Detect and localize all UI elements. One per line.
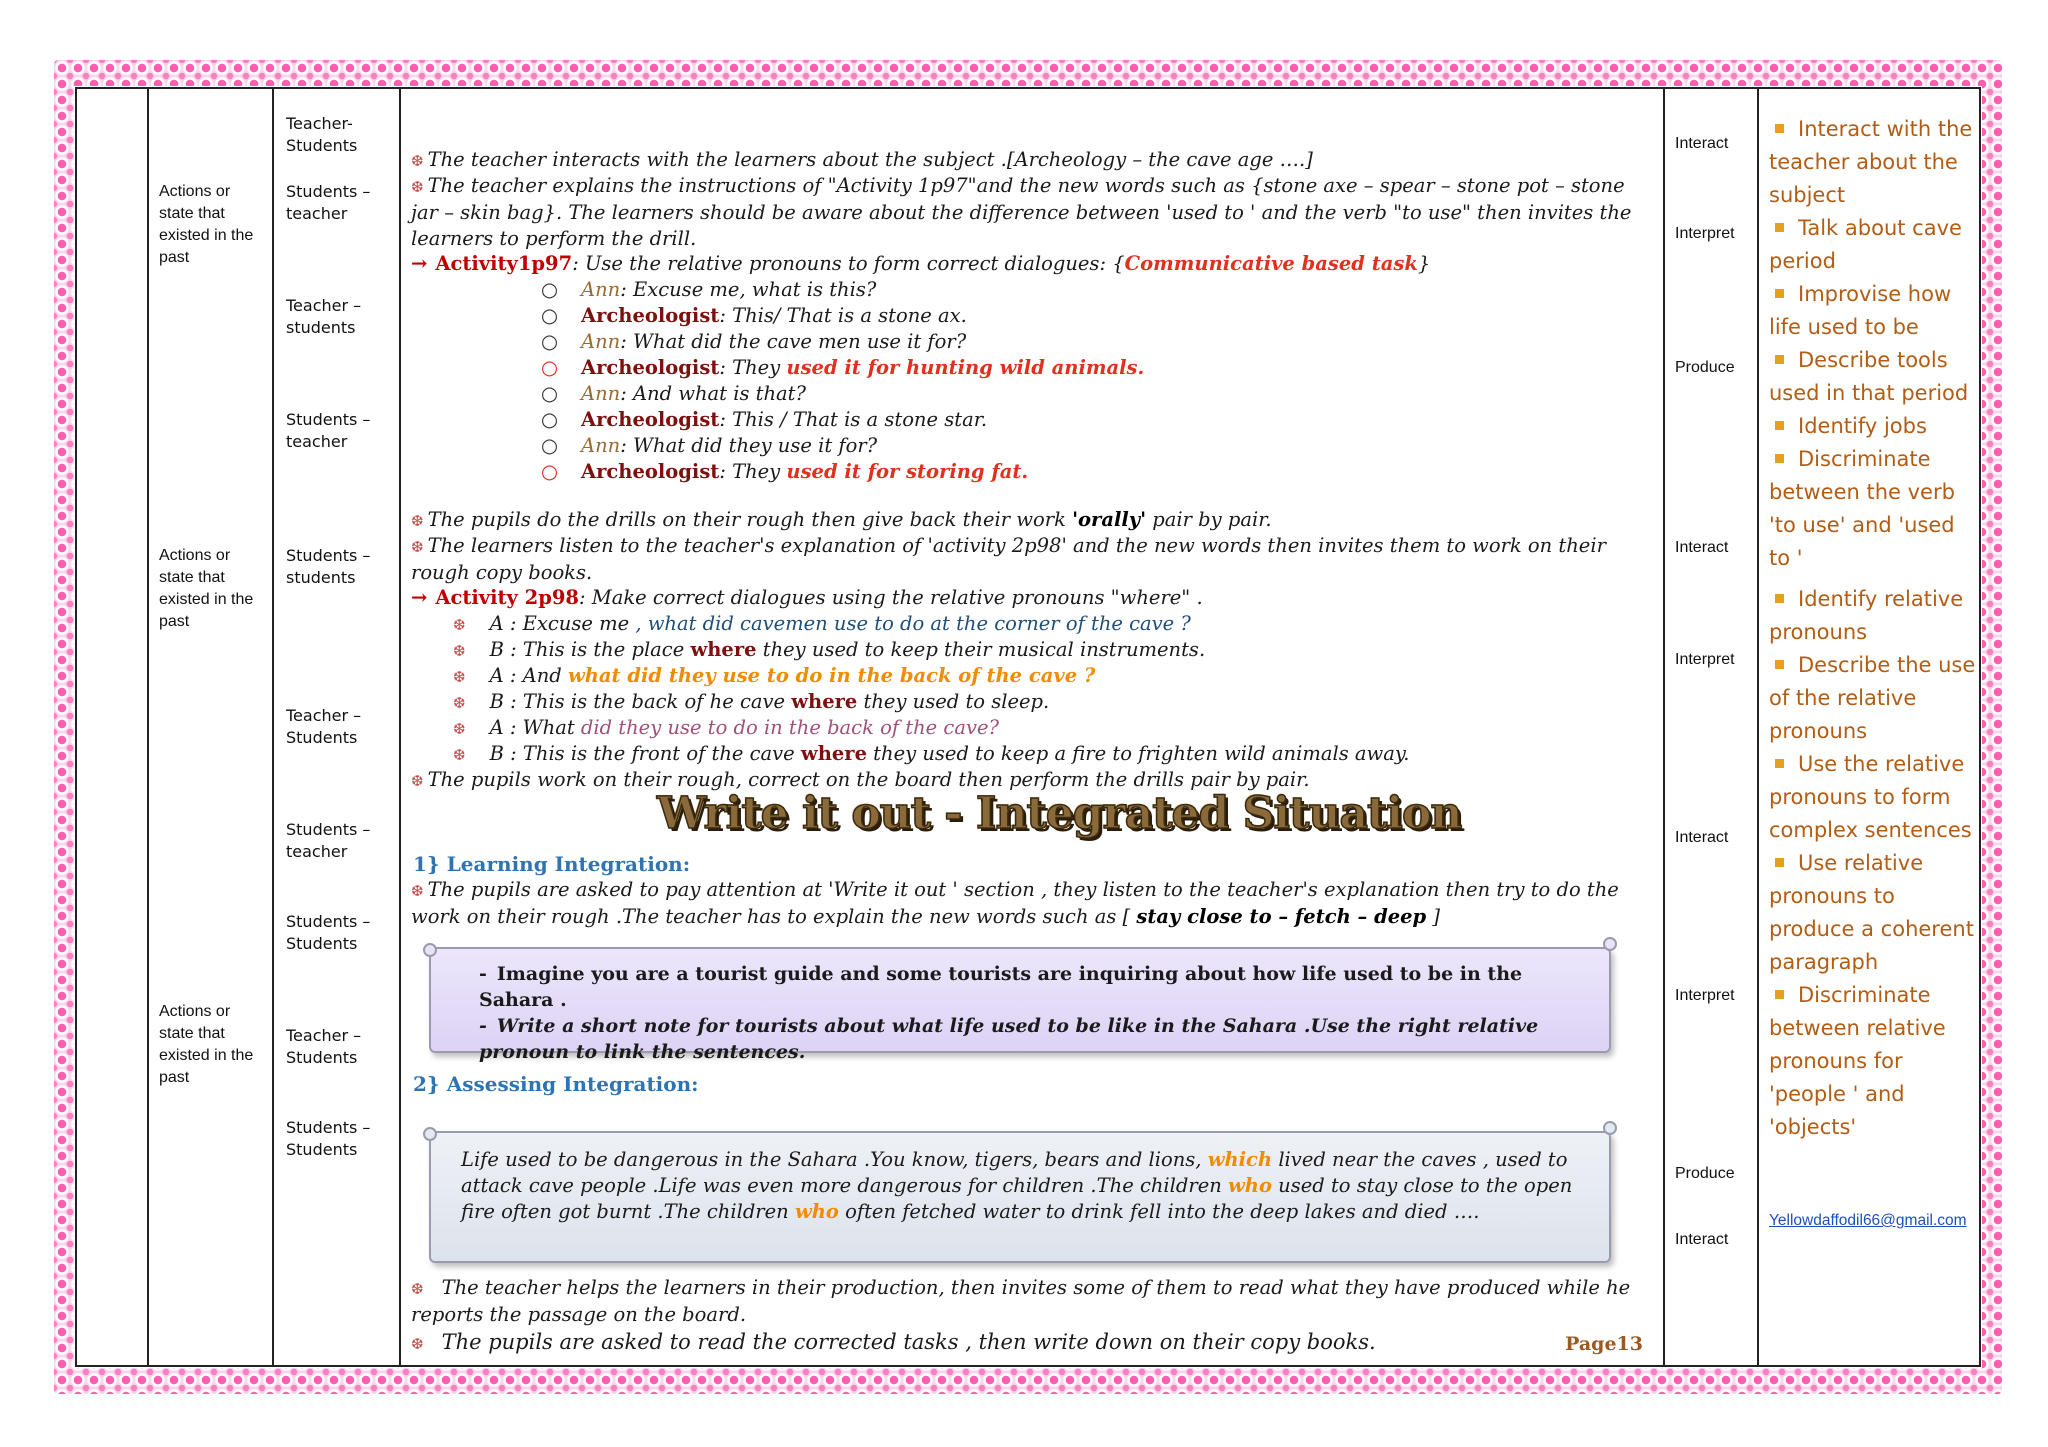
square-bullet-icon (1775, 355, 1784, 364)
skill-cell: Interpret (1675, 987, 1735, 1004)
dialogue-line: ○ Archeologist: They used it for hunting wild animals. (541, 356, 1145, 379)
skill-cell: Interact (1675, 1231, 1729, 1248)
square-bullet-icon (1775, 289, 1784, 298)
objective-item: Describe tools used in that period (1769, 348, 1969, 405)
skill-cell: Interpret (1675, 651, 1735, 668)
objective-item: Improvise how life used to be (1769, 282, 1952, 339)
procedure-line: ❆ The teacher interacts with the learners about the subject .[Archeology – the cave age ….] (411, 148, 1313, 171)
square-bullet-icon (1775, 759, 1784, 768)
answer-scroll (429, 1131, 1611, 1263)
dialogue-line: ❆ B : This is the back of he cave where they used to sleep. (453, 690, 1050, 713)
dialogue-line: ○ Archeologist: They used it for storing fat. (541, 460, 1029, 483)
dialogue-line: ○ Ann: Excuse me, what is this? (541, 278, 877, 301)
skill-cell: Produce (1675, 359, 1735, 376)
author-email-link[interactable]: Yellowdaffodil66@gmail.com (1769, 1212, 1967, 1229)
interaction-cell: Students – Students (286, 1118, 371, 1159)
interaction-cell: Students – teacher (286, 182, 371, 223)
procedure-line: ❆ The teacher explains the instructions of "Activity 1p97"and the new words such as {stone axe – spear – stone pot – stone jar – skin bag}. The learners should be aware about the difference between 'used to ' and the verb "to use" then invites the learners to perform the drill. (411, 174, 1632, 250)
square-bullet-icon (1775, 454, 1784, 463)
empty-column (77, 89, 149, 1365)
square-bullet-icon (1775, 660, 1784, 669)
skill-cell: Interact (1675, 539, 1729, 556)
interaction-cell: Teacher – Students (286, 706, 362, 747)
lesson-plan-table (75, 87, 1981, 1367)
objective-item: Use relative pronouns to produce a coherent paragraph (1769, 851, 1974, 974)
interaction-cell: Teacher – Students (286, 1026, 362, 1067)
objective-item: Interact with the teacher about the subject (1769, 117, 1973, 207)
interaction-cell: Students – teacher (286, 820, 371, 861)
objective-item: Discriminate between relative pronouns for 'people ' and 'objects' (1769, 983, 1946, 1139)
square-bullet-icon (1775, 223, 1784, 232)
dialogue-line: ❆ A : And what did they use to do in the back of the cave ? (453, 664, 1096, 687)
procedure-line: ❆ The teacher helps the learners in their production, then invites some of them to read what they have produced while he reports the passage on the board. (411, 1276, 1631, 1326)
dialogue-line: ❆ A : What did they use to do in the back of the cave? (453, 716, 999, 739)
stage-column (149, 89, 274, 1365)
dialogue-line: ○ Archeologist: This/ That is a stone ax. (541, 304, 967, 327)
stage-cell: Actions or state that existed in the past (159, 183, 254, 266)
interaction-cell: Teacher – students (286, 296, 362, 337)
stage-cell: Actions or state that existed in the past (159, 1003, 254, 1086)
interaction-cell: Teacher-Students (286, 114, 358, 155)
skill-cell: Produce (1675, 1165, 1735, 1182)
task-text: - Imagine you are a tourist guide and some tourists are inquiring about how life used to be in the Sahara . - Write a short note for tourists about what life used to be like in the Sahara .Use the right relative pronoun to link the sentences. (479, 963, 1539, 1063)
task-scroll (429, 947, 1611, 1063)
square-bullet-icon (1775, 421, 1784, 430)
dialogue-line: ○ Archeologist: This / That is a stone star. (541, 408, 988, 431)
assessing-integration-heading: 2} Assessing Integration: (413, 1072, 699, 1096)
objective-item: Use the relative pronouns to form complex sentences (1769, 752, 1972, 842)
skills-column (1665, 89, 1759, 1365)
objective-item: Identify jobs (1769, 410, 1981, 443)
answer-paragraph: Life used to be dangerous in the Sahara .You know, tigers, bears and lions, which lived near the caves , used to attack cave people .Life was even more dangerous for children .The children who used to stay close to the open fire often got burnt .The children who often fetched water to drink fell into the deep lakes and died …. (461, 1148, 1573, 1223)
objective-item: Talk about cave period (1769, 216, 1962, 273)
procedure-line: ❆ The pupils work on their rough, correct on the board then perform the drills pair by pair. (411, 768, 1310, 791)
page-number: Page13 (1565, 1333, 1643, 1355)
interaction-cell: Students – students (286, 546, 371, 587)
square-bullet-icon (1775, 858, 1784, 867)
skill-cell: Interact (1675, 135, 1729, 152)
dialogue-line: ❆ B : This is the place where they used to keep their musical instruments. (453, 638, 1206, 661)
dialogue-line: ○ Ann: What did the cave men use it for? (541, 330, 967, 353)
objectives-list (1769, 113, 1981, 1144)
procedure-line: ❆ The pupils are asked to read the corrected tasks , then write down on their copy books. (411, 1330, 1376, 1354)
square-bullet-icon (1775, 990, 1784, 999)
learning-integration-heading: 1} Learning Integration: (413, 852, 691, 876)
dialogue-line: ○ Ann: What did they use it for? (541, 434, 878, 457)
skill-cell: Interact (1675, 829, 1729, 846)
stage-cell: Actions or state that existed in the past (159, 547, 254, 630)
wordart-title: Write it out - Integrated Situation (657, 788, 1462, 839)
dialogue-line: ○ Ann: And what is that? (541, 382, 806, 405)
objective-item: Identify relative pronouns (1769, 587, 1964, 644)
interaction-column (274, 89, 401, 1365)
procedure-line: ❆ The learners listen to the teacher's explanation of 'activity 2p98' and the new words then invites them to work on their rough copy books. (411, 534, 1606, 584)
square-bullet-icon (1775, 124, 1784, 133)
square-bullet-icon (1775, 594, 1784, 603)
objective-item: Describe the use of the relative pronouns (1769, 653, 1976, 743)
interaction-cell: Students – teacher (286, 410, 371, 451)
objective-item: Discriminate between the verb 'to use' and 'used to ' (1769, 447, 1955, 570)
activity-2-heading: → Activity 2p98: Make correct dialogues using the relative pronouns "where" . (411, 586, 1203, 609)
procedure-column (401, 89, 1665, 1365)
procedure-line: ❆ The pupils are asked to pay attention at 'Write it out ' section , they listen to the teacher's explanation then try to do the work on their rough .The teacher has to explain the new words such as [ stay close to – fetch – deep ] (411, 878, 1619, 928)
dialogue-line: ❆ B : This is the front of the cave where they used to keep a fire to frighten wild animals away. (453, 742, 1410, 765)
procedure-line: ❆ The pupils do the drills on their rough then give back their work 'orally' pair by pair. (411, 508, 1272, 531)
interaction-cell: Students – Students (286, 912, 371, 953)
activity-1-heading: → Activity1p97: Use the relative pronouns to form correct dialogues: {Communicative based task} (411, 252, 1431, 275)
skill-cell: Interpret (1675, 225, 1735, 242)
dialogue-line: ❆ A : Excuse me , what did cavemen use to do at the corner of the cave ? (453, 612, 1191, 635)
objectives-column (1759, 89, 1983, 1365)
